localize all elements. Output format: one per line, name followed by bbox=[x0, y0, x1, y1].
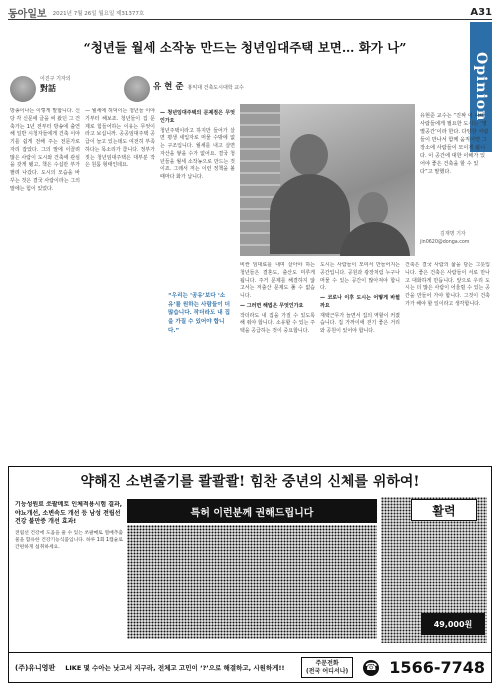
ad-company: (주)유니영판 bbox=[15, 663, 56, 672]
ad-footer bbox=[9, 652, 491, 682]
reporter-avatar bbox=[10, 76, 36, 102]
page-number: A31 bbox=[470, 7, 492, 18]
article-headline: “청년들 월세 소작농 만드는 청년임대주택 보면… 화가 나” bbox=[83, 40, 407, 55]
photo-caption: 유현준 교수는 “진짜 이 시대 사람들에게 필요한 도시는 ‘별별공간’이라 한다. 다양한 사람들이 만나서 함께 움직이면 그 장소에 사람들이 모이게 됩니다. 이 공간에 대한 이해가 있어야 좋은 건축을 할 수 있다”고 말했다. bbox=[420, 113, 489, 176]
byline bbox=[40, 76, 71, 94]
paper-name: 동아일보 bbox=[8, 9, 47, 20]
article-column-5: 도시는 사람들이 모여서 만들어지는 공간입니다. 공원과 광장처럼 누구나 머물 수 있는 공간이 많아져야 합니다. — 코로나 이후 도시는 어떻게 바뀔까요 재택근무가 늘면서 집의 역할이 커졌습니다. 집 가까이에 걷기 좋은 거리와 공원이 있어야 합니다. bbox=[320, 262, 400, 334]
article-column-6: 건축은 결국 사람의 삶을 담는 그릇입니다. 좋은 건축은 사람들이 서로 만나고 대화하게 만듭니다. 앞으로 우리 도시는 더 많은 사람이 어울릴 수 있는 공간을 만들어 가야 합니다. 그것이 건축가가 해야 할 일이라고 생각합니다. bbox=[405, 262, 490, 307]
order-phone-number: 1566-7748 bbox=[389, 658, 485, 677]
ad-bottom-message: LIKE 몇 수아는 낫고서 지구라, 전체고 고민이 ‘?’으로 해결하고, 시원하게!! bbox=[65, 664, 285, 672]
advertisement bbox=[8, 466, 492, 683]
ad-banner: 특허 이런분께 권해드립니다 bbox=[127, 499, 377, 523]
person-head-shape bbox=[358, 192, 388, 226]
article-column-3: — 청년임대주택의 문제점은 무엇인가요 청년주택이라고 하지만 들어가 살면 평생 세입자로 머물 수밖에 없는 구조입니다. 월세를 내고 살면 자산을 쌓을 수가 없어요. 결국 청년들을 월세 소작농으로 만드는 것이죠. 그래서 저는 이런 정책을 볼 때마다 화가 납니다. bbox=[160, 110, 235, 180]
photo-credit: 김재명 기자 bbox=[440, 231, 466, 237]
guest-avatar bbox=[124, 76, 150, 102]
phone-icon: ☎ bbox=[363, 660, 379, 676]
person-head-shape bbox=[290, 134, 328, 176]
article-column-1: 방송이나는 이렇게 말합니다. 신당 각 신문에 글을 써 왔던 그 건축가는 1년 전부터 방송에 출연해 일반 시청자들에게 건축 이야기를 쉽게 전해 주는 전문가로 자리 잡았다. 그의 말에 이끌려 많은 사람이 도시와 건축에 관심을 갖게 됐고, 책은 수십만 부가 팔려 나갔다. 도시의 모습을 바꾸는 것은 결국 사람이라는 그의 말에는 힘이 있었다. bbox=[10, 108, 80, 192]
order-label-sub: (전국 어디서나) bbox=[305, 667, 349, 675]
ad-headline: 약해진 소변줄기를 콸콸콸! 힘찬 중년의 신체를 위하여! bbox=[80, 474, 420, 490]
order-label-text: 주문전화 bbox=[315, 660, 339, 668]
person-body-shape bbox=[270, 174, 350, 254]
article-column-2: — 월세에 허덕이는 청년들 이야기부터 해보죠. 청년들이 집 문제로 힘들어하는 이유는 무엇이라고 보십니까. 공공임대주택 공급이 늘고 있는데도 여전히 부족하다는 목소리가 큽니다. 정부가 짓는 청년임대주택은 대부분 작은 원룸 형태인데요. bbox=[85, 108, 155, 169]
guest-info bbox=[153, 80, 244, 92]
issue-date: 2021년 7월 26일 월요일 제31377호 bbox=[52, 10, 145, 17]
pull-quote: “우리는 ‘공유’보다 ‘소유’를 원하는 사람들이 더 많습니다. 작더라도 내 집을 가질 수 있어야 합니다.” bbox=[168, 293, 231, 334]
ad-body-text: 전립선 건강에 도움을 줄 수 있는 쏘팔메토 열매추출물을 함유한 건강기능식품입니다. 하루 1회 1캡슐로 간편하게 섭취하세요. bbox=[15, 531, 123, 551]
ad-lead-text: 기능성원료 쏘팔메토 인체적용시험 결과, 야뇨개선, 소변속도 개선 등 남성 전립선 건강 불만증 개선 효과! bbox=[15, 501, 123, 526]
ad-price: 49,000원 bbox=[421, 613, 485, 635]
ad-brand: 활력 bbox=[411, 499, 477, 521]
person-body-shape bbox=[340, 222, 410, 256]
ad-product-panel bbox=[381, 497, 487, 643]
masthead bbox=[8, 6, 492, 20]
byline-label: 이진구 기자의 bbox=[40, 76, 71, 82]
order-label bbox=[301, 657, 353, 677]
guest-title: 홍익대 건축도시대학 교수 bbox=[187, 85, 244, 91]
reporter-email: jin0620@donga.com bbox=[420, 240, 470, 245]
interview-photo bbox=[240, 104, 415, 256]
article-column-4: 비싼 임대료를 내며 살아야 하는 청년들은 결혼도, 출산도 미루게 됩니다. 주거 문제를 해결하지 않고서는 저출산 문제도 풀 수 없습니다. — 그러면 해법은 무엇인가요 작더라도 내 집을 가질 수 있도록 해 줘야 합니다. 소유할 수 있는 주택을 공급하는 것이 중요합니다. bbox=[240, 262, 315, 334]
ad-description bbox=[15, 501, 123, 641]
ad-product-image bbox=[127, 525, 377, 639]
section-label: Opinion bbox=[473, 52, 489, 122]
byline-name: 對話 bbox=[40, 82, 56, 93]
guest-name: 유 현 준 bbox=[153, 82, 184, 92]
